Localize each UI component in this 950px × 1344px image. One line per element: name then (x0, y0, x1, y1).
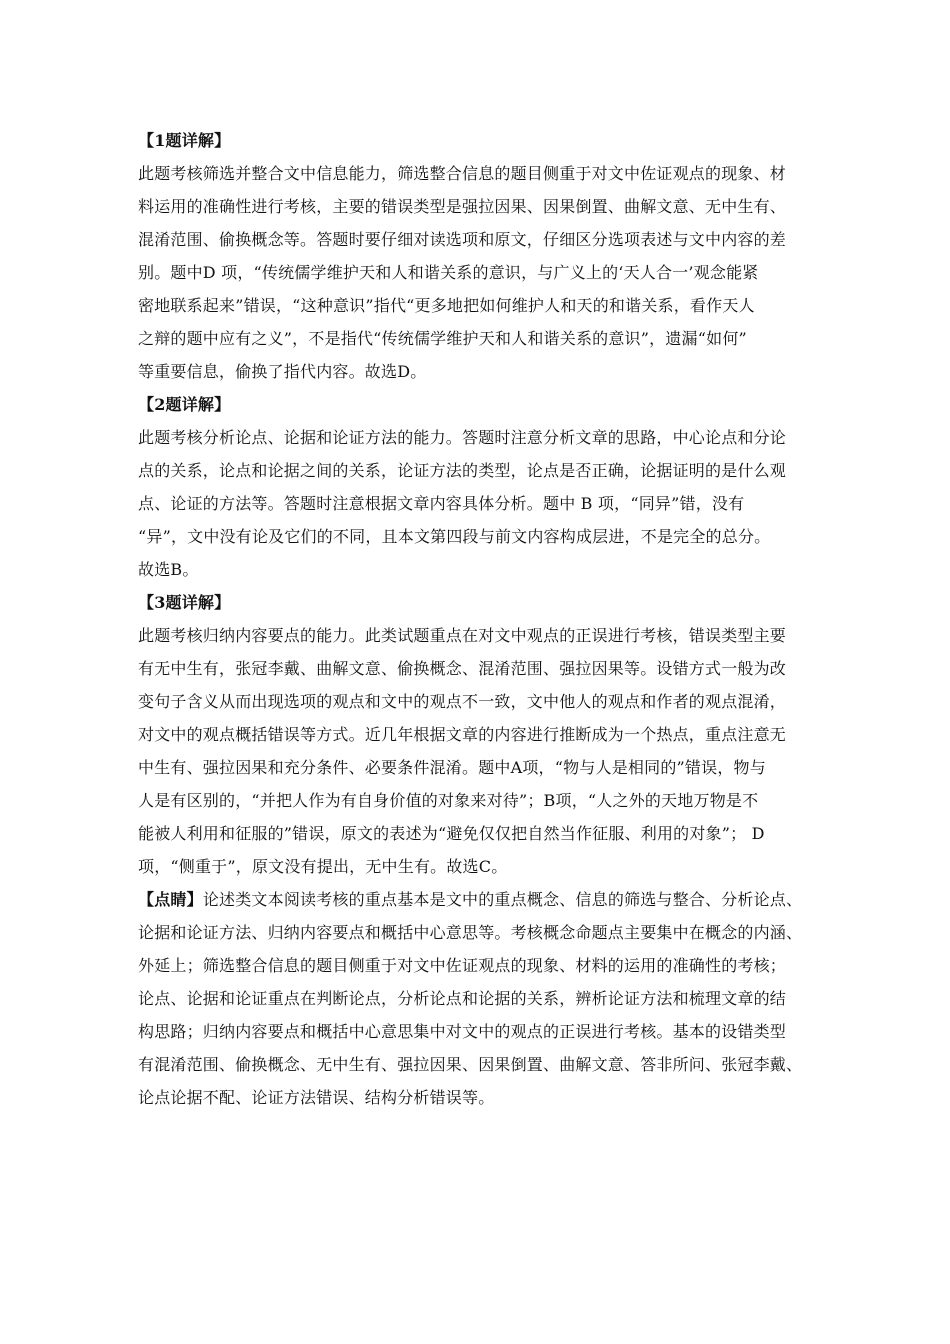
q3-line: 项，“侧重于”，原文没有提出，无中生有。故选C。 (138, 857, 508, 876)
q1-line: 等重要信息，偷换了指代内容。故选D。 (138, 362, 427, 381)
q1-line: 之辩的题中应有之义”，不是指代“传统儒学维护天和人和谐关系的意识”，遗漏“如何” (138, 329, 747, 348)
note-line: 论点、论据和论证重点在判断论点，分析论点和论据的关系，辨析论证方法和梳理文章的结 (138, 989, 787, 1008)
q2-heading: 【2题详解】 (138, 395, 231, 414)
q3-line: 变句子含义从而出现选项的观点和文中的观点不一致，文中他人的观点和作者的观点混淆， (138, 692, 787, 711)
q2-line: 故选B。 (138, 560, 199, 579)
q1-line: 密地联系起来”错误，“这种意识”指代“更多地把如何维护人和天的和谐关系，看作天人 (138, 296, 755, 315)
q3-line: 能被人利用和征服的”错误，原文的表述为“避免仅仅把自然当作征服、利用的对象”； D (138, 824, 765, 843)
q2-line: 点的关系，论点和论据之间的关系，论证方法的类型，论点是否正确，论据证明的是什么观 (138, 461, 787, 480)
note-label: 【点睛】 (138, 890, 203, 909)
note-line: 论点论据不配、论证方法错误、结构分析错误等。 (138, 1088, 495, 1107)
q3-line: 中生有、强拉因果和充分条件、必要条件混淆。题中A项，“物与人是相同的”错误，物与 (138, 758, 766, 777)
note-first-line (138, 883, 828, 916)
q3-line: 人是有区别的，“并把人作为有自身价值的对象来对待”；B项，“人之外的天地万物是不 (138, 791, 759, 810)
q1-line: 别。题中D 项，“传统儒学维护天和人和谐关系的意识，与广义上的‘天人合一’观念能紧 (138, 263, 759, 282)
q3-line: 对文中的观点概括错误等方式。近几年根据文章的内容进行推断成为一个热点，重点注意无 (138, 725, 787, 744)
note-first-text: 论述类文本阅读考核的重点基本是文中的重点概念、信息的筛选与整合、分析论点、 (202, 890, 803, 909)
q2-line: 点、论证的方法等。答题时注意根据文章内容具体分析。题中 B 项，“同异”错，没有 (138, 494, 745, 513)
q3-heading: 【3题详解】 (138, 593, 231, 612)
q2-line: 此题考核分析论点、论据和论证方法的能力。答题时注意分析文章的思路，中心论点和分论 (138, 428, 787, 447)
q1-line: 料运用的准确性进行考核，主要的错误类型是强拉因果、因果倒置、曲解文意、无中生有、 (138, 197, 787, 216)
q2-line: “异”，文中没有论及它们的不同，且本文第四段与前文内容构成层进，不是完全的总分。 (138, 527, 771, 546)
q3-line: 此题考核归纳内容要点的能力。此类试题重点在对文中观点的正误进行考核，错误类型主要 (138, 626, 787, 645)
q3-line: 有无中生有，张冠李戴、曲解文意、偷换概念、混淆范围、强拉因果等。设错方式一般为改 (138, 659, 787, 678)
note-line: 论据和论证方法、归纳内容要点和概括中心意思等。考核概念命题点主要集中在概念的内涵、 (138, 923, 803, 942)
document-page (138, 124, 828, 1114)
note-line: 有混淆范围、偷换概念、无中生有、强拉因果、因果倒置、曲解文意、答非所问、张冠李戴、 (138, 1055, 803, 1074)
q1-line: 混淆范围、偷换概念等。答题时要仔细对读选项和原文，仔细区分选项表述与文中内容的差 (138, 230, 787, 249)
q1-heading: 【1题详解】 (138, 131, 231, 150)
note-line: 外延上；筛选整合信息的题目侧重于对文中佐证观点的现象、材料的运用的准确性的考核； (138, 956, 787, 975)
note-line: 构思路；归纳内容要点和概括中心意思集中对文中的观点的正误进行考核。基本的设错类型 (138, 1022, 787, 1041)
q1-line: 此题考核筛选并整合文中信息能力，筛选整合信息的题目侧重于对文中佐证观点的现象、材 (138, 164, 787, 183)
